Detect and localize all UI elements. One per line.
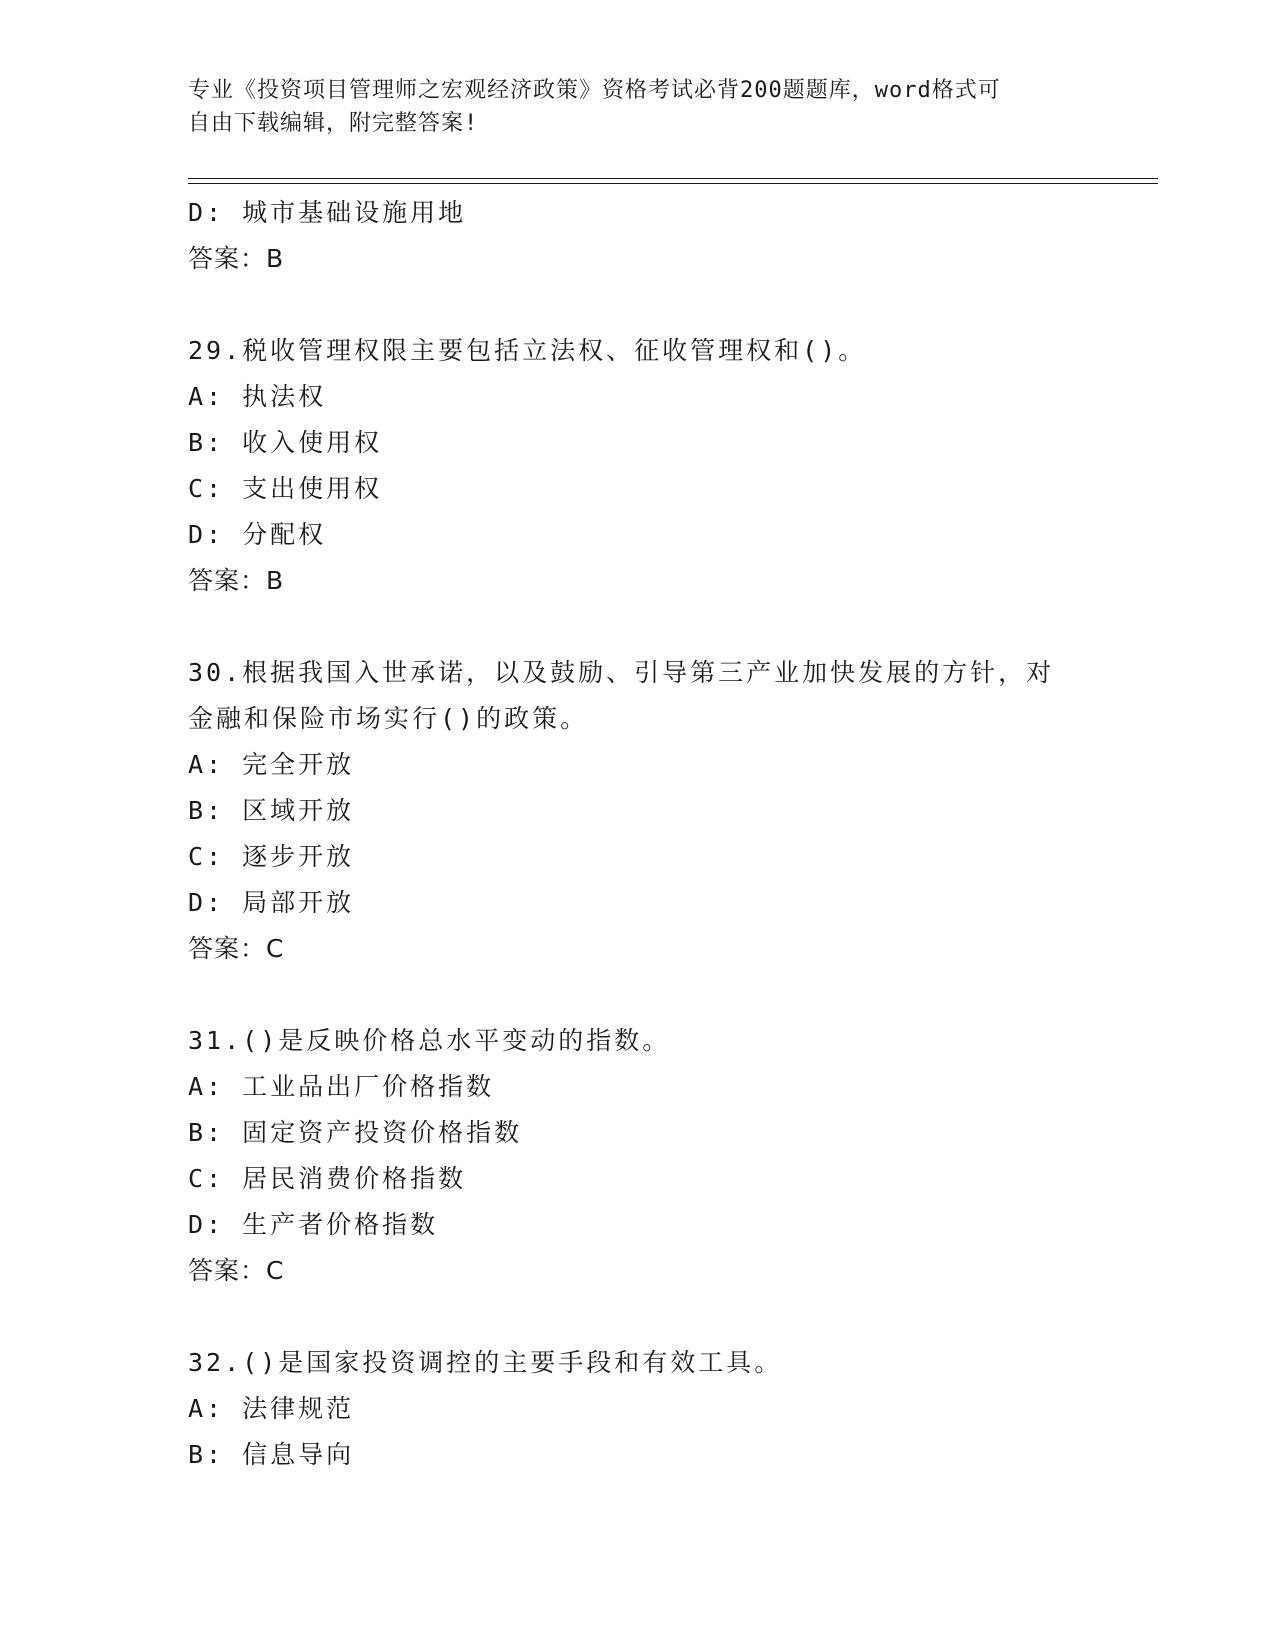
- header-rule-bottom: [188, 183, 1158, 184]
- option-d: D: 局部开放: [188, 888, 355, 917]
- option-b: B: 信息导向: [188, 1440, 355, 1469]
- answer-prev: 答案：B: [188, 244, 285, 273]
- question-29: [188, 328, 1088, 604]
- question-content: [188, 190, 1088, 1478]
- spacer: [188, 972, 1088, 1018]
- option-c: C: 支出使用权: [188, 474, 383, 503]
- answer: 答案：C: [188, 934, 285, 963]
- option-c: C: 居民消费价格指数: [188, 1164, 467, 1193]
- question-stem: 30.根据我国入世承诺，以及鼓励、引导第三产业加快发展的方针，对: [188, 658, 1055, 687]
- document-header: [188, 74, 1088, 140]
- answer: 答案：C: [188, 1256, 285, 1285]
- option-b: B: 固定资产投资价格指数: [188, 1118, 523, 1147]
- spacer: [188, 1294, 1088, 1340]
- question-stem: 32.()是国家投资调控的主要手段和有效工具。: [188, 1348, 783, 1377]
- header-rule-top: [188, 178, 1158, 179]
- option-b: B: 区域开放: [188, 796, 355, 825]
- question-stem: 29.税收管理权限主要包括立法权、征收管理权和()。: [188, 336, 867, 365]
- header-line-1: 专业《投资项目管理师之宏观经济政策》资格考试必背200题题库，word格式可: [188, 78, 1001, 103]
- question-stem: 31.()是反映价格总水平变动的指数。: [188, 1026, 671, 1055]
- option-a: A: 法律规范: [188, 1394, 355, 1423]
- spacer: [188, 604, 1088, 650]
- header-line-2: 自由下载编辑，附完整答案!: [188, 111, 479, 136]
- option-d-prev: D: 城市基础设施用地: [188, 198, 467, 227]
- option-d: D: 生产者价格指数: [188, 1210, 439, 1239]
- option-c: C: 逐步开放: [188, 842, 355, 871]
- option-d: D: 分配权: [188, 520, 327, 549]
- option-b: B: 收入使用权: [188, 428, 383, 457]
- question-32: [188, 1340, 1088, 1478]
- option-a: A: 工业品出厂价格指数: [188, 1072, 495, 1101]
- question-30: [188, 650, 1088, 972]
- option-a: A: 执法权: [188, 382, 327, 411]
- answer: 答案：B: [188, 566, 285, 595]
- spacer: [188, 282, 1088, 328]
- question-stem-continued: 金融和保险市场实行()的政策。: [188, 704, 589, 733]
- question-31: [188, 1018, 1088, 1294]
- option-a: A: 完全开放: [188, 750, 355, 779]
